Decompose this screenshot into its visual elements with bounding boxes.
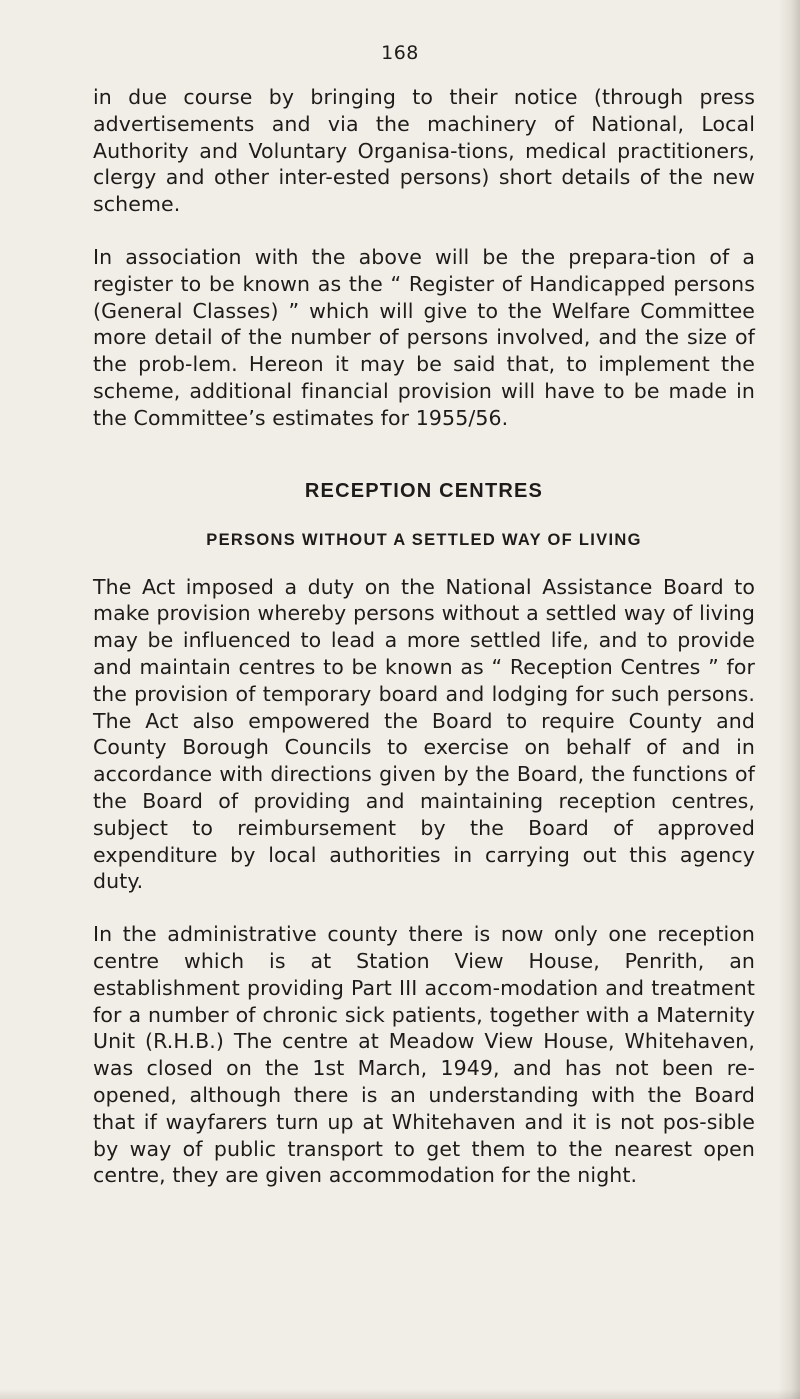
- paragraph-register: In association with the above will be the prepara-tion of a register to be known as the “ Register of Handicapped persons (General Classes) ” which will give to the Welfare Committee more detail of the number of persons involved, and the size of the prob-lem. Hereon it may be said that, to implement the scheme, additional financial provision will have to be made in the Committee’s estimates for 1955/56.: [93, 244, 755, 430]
- paragraph-notice: in due course by bringing to their notice (through press advertisements and via the machinery of National, Local Authority and Voluntary Organisa-tions, medical practitioners, clergy and other inter-ested persons) short details of the new scheme.: [93, 85, 755, 217]
- paragraph-reception-centre: In the administrative county there is now only one reception centre which is at Station View House, Penrith, an establishment providing Part III accom-modation and treatment for a number of chronic sick patients, together with a Maternity Unit (R.H.B.) The centre at Meadow View House, Whitehaven, was closed on the 1st March, 1949, and has not been re-opened, although there is an understanding with the Board that if wayfarers turn up at Whitehaven and it is not pos-sible by way of public transport to get them to the nearest open centre, they are given accommodation for the night.: [93, 922, 755, 1188]
- section-heading: RECEPTION CENTRES: [304, 479, 544, 502]
- paragraph-act-duty: The Act imposed a duty on the National Assistance Board to make provision whereby persons without a settled way of living may be influenced to lead a more settled life, and to provide and maintain centres to be known as “ Reception Centres ” for the provision of temporary board and lodging for such persons. The Act also empowered the Board to require County and County Borough Councils to exercise on behalf of and in accordance with directions given by the Board, the functions of the Board of providing and maintaining reception centres, subject to reimbursement by the Board of approved expenditure by local authorities in carrying out this agency duty.: [93, 574, 755, 894]
- section-subheading: PERSONS WITHOUT A SETTLED WAY OF LIVING: [206, 530, 642, 549]
- page-number: 168: [381, 42, 419, 64]
- page-bottom-shadow: [0, 1389, 800, 1399]
- page-content: [93, 84, 755, 1189]
- page-edge-shadow: [778, 0, 800, 1399]
